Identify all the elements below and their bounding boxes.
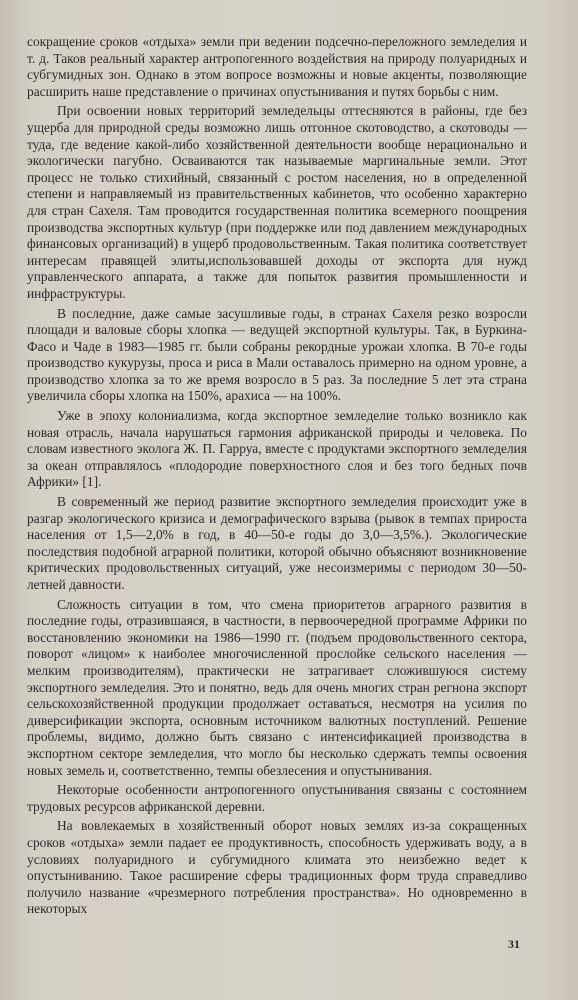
- paragraph-1: сокращение сроков «отдыха» земли при ведении подсечно-переложного земледелия и т. д. Таков реальный характер антропогенного воздействия на природу полуаридных и субгумидных зон. Однако в этом вопросе возможны и новые акценты, позволяющие расширить наше представление о причинах опустынивания и путях борьбы с ним.: [27, 34, 527, 99]
- paragraph-2: При освоении новых территорий земледельцы оттесняются в районы, где без ущерба для природной среды возможно лишь отгонное скотоводство, а скотоводы — туда, где ведение какой-либо хозяйственной деятельности вообще нерационально и экологически пагубно. Осваиваются так называемые маргинальные земли. Этот процесс не только стихийный, связанный с ростом населения, но в определенной степени и направляемый из правительственных кабинетов, что особенно характерно для стран Сахеля. Там проводится государственная политика всемерного поощрения производства экспортных культур (при поддержке или под давлением международных финансовых организаций) в ущерб продовольственным. Такая политика соответствует интересам правящей элиты,использовавшей доходы от экспорта для нужд управленческого аппарата, а также для попыток развития промышленности и инфраструктуры.: [27, 103, 527, 301]
- paragraph-6: Сложность ситуации в том, что смена приоритетов аграрного развития в последние годы, отразившаяся, в частности, в первоочередной программе Африки по восстановлению экономики на 1986—1990 гг. (подъем продовольственного сектора, поворот «лицом» к наиболее многочисленной прослойке сельского населения — мелким производителям), практически не затрагивает сложившуюся систему экспортного земледелия. Это и понятно, ведь для очень многих стран регнона экспорт сельскохозяйственной продукции продолжает оставаться, несмотря на усилия по диверсификации экспорта, основным источником валютных поступлений. Решение проблемы, видимо, должно быть связано с интенсификацией производства в экспортном секторе земледелия, что могло бы несколько сдержать темпы освоения новых земель и, соответственно, темпы обезлесения и опустынивания.: [27, 596, 527, 778]
- paragraph-3: В последние, даже самые засушливые годы, в странах Сахеля резко возросли площади и валовые сборы хлопка — ведущей экспортной культуры. Так, в Буркина-Фасо и Чаде в 1983—1985 гг. были собраны рекордные урожаи хлопка. В 70-е годы производство кукурузы, проса и риса в Мали оставалось примерно на одном уровне, а производство хлопка за то же время возросло в 5 раз. За последние 5 лет эта страна увеличила сборы хлопка на 150%, арахиса — на 100%.: [27, 305, 527, 404]
- paragraph-5: В современный же период развитие экспортного земледелия происходит уже в разгар экологического кризиса и демографического взрыва (рывок в темпах прироста населения от 1,5—2,0% в год, в 40—50-е годы до 3,0—3,5%.). Экологические последствия подобной аграрной политики, которой обычно объясняют возникновение критических продовольственных ситуаций, уже несоизмеримы с периодом 30—50-летней давности.: [27, 494, 527, 592]
- paragraph-7: Некоторые особенности антропогенного опустынивания связаны с состоянием трудовых ресурсов африканской деревни.: [27, 782, 527, 814]
- page-number: 31: [508, 937, 520, 951]
- paragraph-8: На вовлекаемых в хозяйственный оборот новых землях из-за сокращенных сроков «отдыха» земли падает ее продуктивность, способность удерживать воду, а в условиях полуаридного и субгумидного климата это неизбежно ведет к опустыниванию. Такое расширение сферы традиционных форм труда справедливо получило название «чрезмерного потребления пространства». Но одновременно в некоторых: [27, 818, 527, 917]
- text-column: [27, 34, 527, 918]
- paragraph-4: Уже в эпоху колониализма, когда экспортное земледелие только возникло как новая отрасль, начала нарушаться гармония африканской природы и человека. По словам известного эколога Ж. П. Гарруа, вместе с продуктами экспортного земледелия за океан отправлялось «плодородие поверхностного слоя и без того бедных почв Африки» [1].: [27, 408, 527, 490]
